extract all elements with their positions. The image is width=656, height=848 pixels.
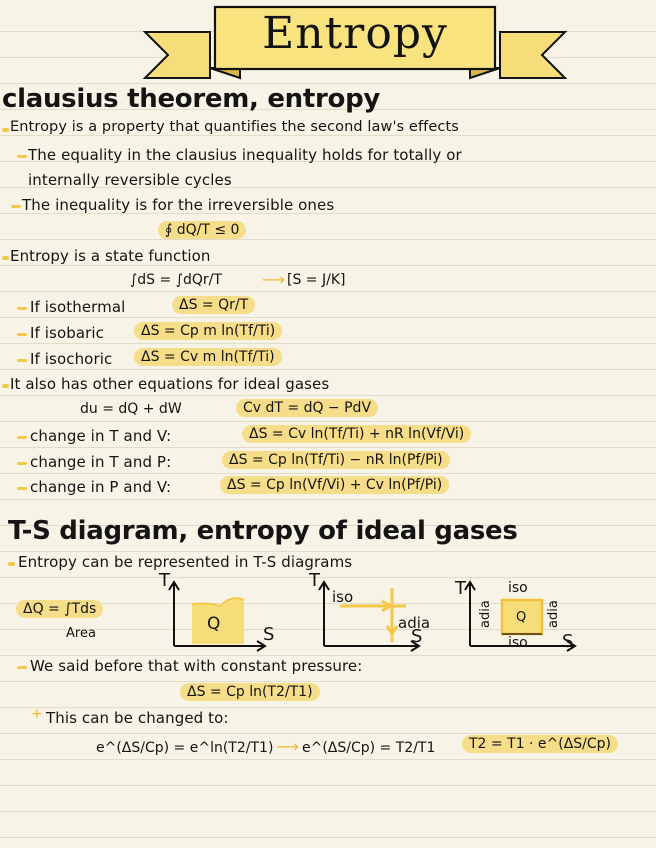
equation-entropy-unit: [S = J/K] (287, 272, 346, 288)
text-line: change in P and V: (30, 478, 172, 496)
axis-label-t: T (455, 578, 466, 599)
dash-marker (17, 462, 27, 465)
equation-exponential: e^(ΔS/Cp) = e^ln(T2/T1) (96, 740, 274, 756)
text-line: Entropy can be represented in T-S diagrams (18, 553, 353, 571)
arrow-icon: ⟶ (262, 270, 285, 289)
text-line: If isochoric (30, 350, 113, 368)
equation-final-temperature: T2 = T1 · e^(ΔS/Cp) (462, 735, 618, 753)
text-line: This can be changed to: (46, 709, 229, 727)
equation-isochoric: ΔS = Cv m ln(Tf/Ti) (134, 348, 282, 366)
dash-marker (17, 333, 27, 336)
heat-q-label: Q (516, 610, 527, 625)
equation-exponential-result: e^(ΔS/Cp) = T2/T1 (302, 740, 436, 756)
arrow-icon: ⟶ (276, 737, 299, 756)
isothermal-bottom-label: iso (508, 635, 528, 651)
page-title: Entropy (262, 8, 448, 59)
text-line: Entropy is a state function (10, 247, 211, 265)
text-line: If isothermal (30, 298, 126, 316)
equation-first-law-cv: Cv dT = dQ − PdV (236, 399, 378, 417)
adiabatic-right-label: adia (546, 600, 561, 628)
text-line: The equality in the clausius inequality holds for totally or (28, 146, 462, 164)
dash-marker (17, 359, 27, 362)
area-label: Area (66, 626, 96, 641)
bullet-marker (2, 384, 9, 388)
equation-isobaric: ΔS = Cp m ln(Tf/Ti) (134, 322, 282, 340)
axis-label-s: S (562, 631, 574, 652)
text-line: If isobaric (30, 324, 105, 342)
text-line: We said before that with constant pressure: (30, 657, 363, 675)
equation-constant-pressure: ΔS = Cp ln(T2/T1) (180, 683, 320, 701)
dash-marker (17, 155, 27, 158)
equation-pv: ΔS = Cp ln(Vf/Vi) + Cv ln(Pf/Pi) (220, 476, 449, 494)
dash-marker (17, 436, 27, 439)
section-heading-clausius: clausius theorem, entropy (2, 84, 381, 114)
axis-label-s: S (263, 624, 275, 645)
isothermal-label: iso (332, 588, 354, 606)
text-line: Entropy is a property that quantifies the second law's effects (10, 119, 459, 135)
dash-marker (17, 307, 27, 310)
adiabatic-label: adia (398, 614, 431, 632)
text-line: The inequality is for the irreversible ones (22, 196, 335, 214)
text-line: change in T and P: (30, 453, 172, 471)
equation-first-law: du = dQ + dW (80, 401, 182, 417)
equation-heat-area: ΔQ = ∫Tds (16, 600, 103, 618)
text-line: internally reversible cycles (28, 171, 232, 189)
section-heading-ts: T-S diagram, entropy of ideal gases (8, 516, 518, 546)
heat-q-label: Q (207, 614, 221, 634)
equation-isothermal: ΔS = Qr/T (172, 296, 255, 314)
bullet-marker (8, 562, 15, 566)
equation-tv: ΔS = Cv ln(Tf/Ti) + nR ln(Vf/Vi) (242, 425, 471, 443)
axis-label-t: T (159, 570, 170, 591)
dash-marker (17, 487, 27, 490)
adiabatic-left-label: adia (478, 600, 493, 628)
equation-entropy-integral: ∫dS = ∫dQr/T (130, 272, 222, 288)
equation-clausius-inequality: ∮ dQ/T ≤ 0 (158, 221, 246, 239)
equation-tp: ΔS = Cp ln(Tf/Ti) − nR ln(Pf/Pi) (222, 451, 450, 469)
dash-marker (17, 666, 27, 669)
text-line: change in T and V: (30, 427, 172, 445)
bullet-marker (2, 128, 9, 132)
isothermal-top-label: iso (508, 580, 528, 596)
bullet-marker (2, 256, 9, 260)
dash-marker (11, 205, 21, 208)
plus-marker: + (31, 706, 43, 722)
axis-label-t: T (309, 570, 320, 591)
axis-label-s: S (411, 626, 423, 647)
text-line: It also has other equations for ideal gases (10, 375, 330, 393)
